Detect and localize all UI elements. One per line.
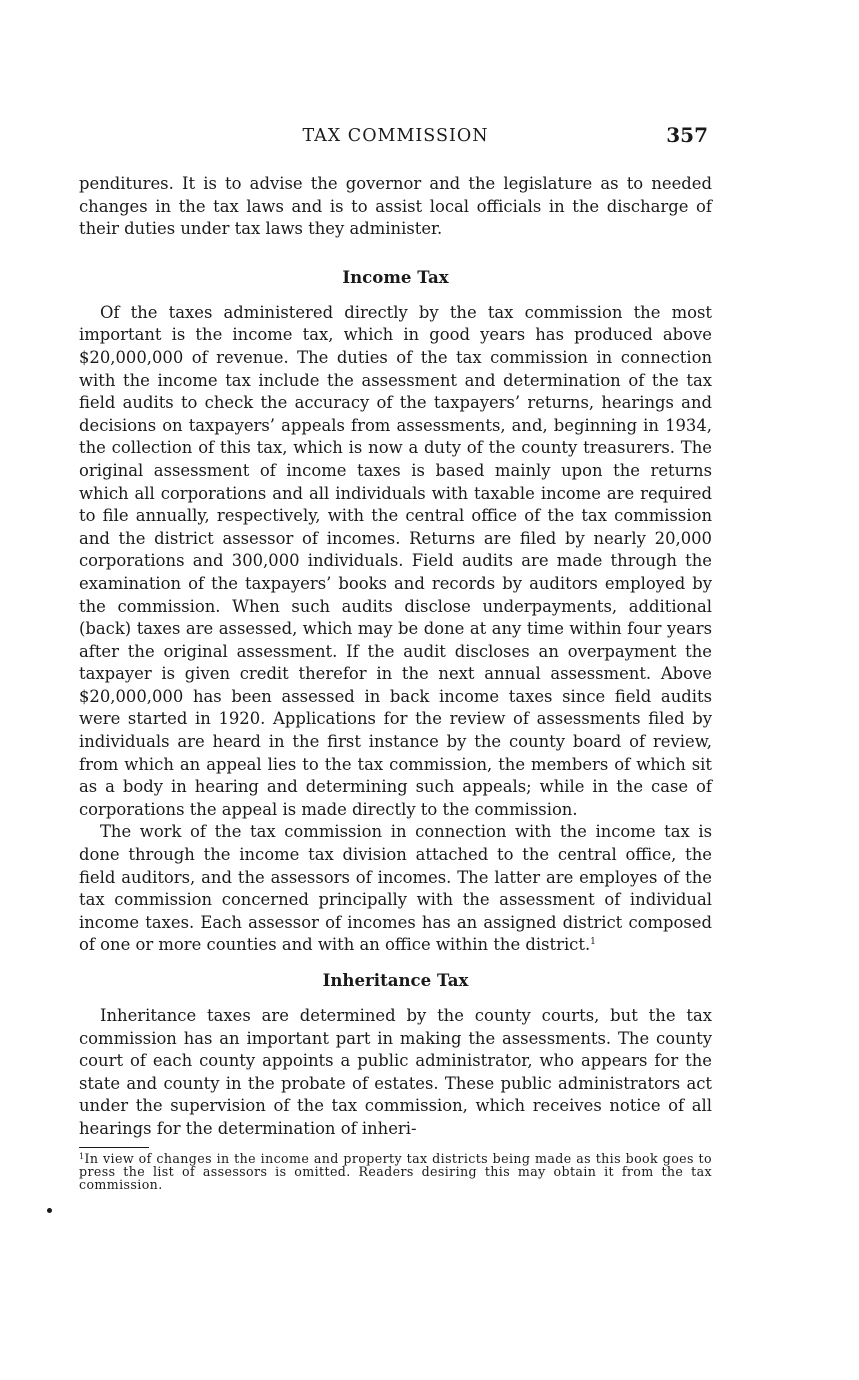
inheritance-tax-heading: Inheritance Tax <box>322 970 469 990</box>
footnote-reference: 1 <box>590 937 596 948</box>
page-number: 357 <box>666 123 708 147</box>
book-page <box>79 120 712 1192</box>
running-title: TAX COMMISSION <box>302 126 489 146</box>
income-tax-heading: Income Tax <box>342 266 449 287</box>
footnote <box>79 1152 712 1192</box>
footnote-marker: 1 <box>79 1151 85 1161</box>
running-head <box>79 120 712 154</box>
continued-paragraph: penditures. It is to advise the governor and the legislature as to needed changes in the tax laws and is to assist local officials in the discharge of their duties under tax laws they administer. <box>79 174 712 239</box>
inheritance-tax-paragraph-1: Inheritance taxes are determined by the county courts, but the tax commission has an important part in making the assessments. The county court of each county appoints a public administrator, who appears for the state and county in the probate of estates. These public administrators act under the supervision of the tax commission, which receives notice of all hearings for the determination of inheri- <box>79 1006 712 1138</box>
footnote-text: In view of changes in the income and property tax districts being made as this book goes to press the list of assessors is omitted. Readers desiring this may obtain it from the tax commission. <box>79 1150 712 1193</box>
income-tax-paragraph-2-text: The work of the tax commission in connection with the income tax is done through the income tax division attached to the central office, the field auditors, and the assessors of incomes. The latter are employes of the tax commission concerned principally with the assessment of individual income taxes. Each assessor of incomes has an assigned district composed of one or more counties and with an office within the district. <box>79 822 712 955</box>
margin-speck <box>47 1208 52 1213</box>
income-tax-paragraph-2 <box>79 821 712 957</box>
footnote-divider <box>79 1147 149 1148</box>
income-tax-paragraph-1: Of the taxes administered directly by the tax commission the most important is the income tax, which in good years has produced above $20,000,000 of revenue. The duties of the tax commission in connection with the income tax include the assessment and determination of the tax field audits to check the accuracy of the taxpayers’ returns, hearings and decisions on taxpayers’ appeals from assessments, and, beginning in 1934, the collection of this tax, which is now a duty of the county treasurers. The original assessment of income taxes is based mainly upon the returns which all corporations and all individuals with taxable income are required to file annually, respectively, with the central office of the tax commission and the district assessor of incomes. Returns are filed by nearly 20,000 corporations and 300,000 individuals. Field audits are made through the examination of the taxpayers’ books and records by auditors employed by the commission. When such audits disclose underpayments, additional (back) taxes are assessed, which may be done at any time within four years after the original assessment. If the audit discloses an overpayment the taxpayer is given credit therefor in the next annual assessment. Above $20,000,000 has been assessed in back income taxes since field audits were started in 1920. Applications for the review of assessments filed by individuals are heard in the first instance by the county board of review, from which an appeal lies to the tax commission, the members of which sit as a body in hearing and determining such appeals; while in the case of corporations the appeal is made directly to the commission. <box>79 302 712 819</box>
